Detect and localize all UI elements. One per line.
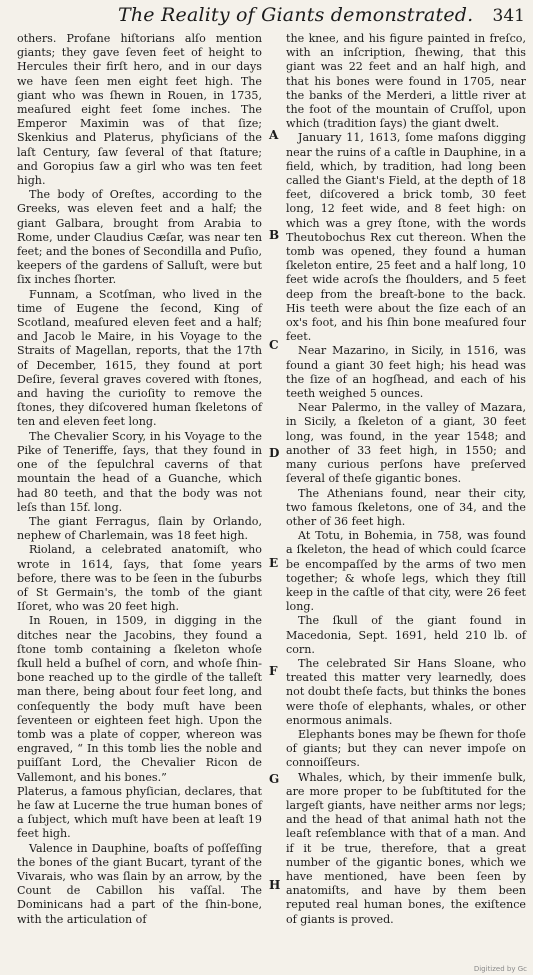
paragraph: The celebrated Sir Hans Sloane, who treated this matter very learnedly, does not doubt theſe facts, but thinks the bones were thoſe of elephants, whales, or other enormous animals. (286, 656, 526, 727)
margin-letter: E (269, 556, 279, 570)
right-column (286, 32, 526, 970)
paragraph: Near Mazarino, in Sicily, in 1516, was found a giant 30 feet high; his head was the ſize of an hogſhead, and each of his teeth weighed 5 ounces. (286, 344, 526, 401)
paragraph: The giant Ferragus, ſlain by Orlando, nephew of Charlemain, was 18 feet high. (17, 514, 262, 543)
margin-letter: F (269, 664, 278, 678)
left-column (17, 32, 262, 970)
running-title: The Reality of Giants demonstrated. (118, 4, 474, 26)
paragraph: The Athenians found, near their city, two famous ſkeletons, one of 34, and the other of 36 feet high. (286, 486, 526, 528)
paragraph: In Rouen, in 1509, in digging in the ditches near the Jacobins, they found a ſtone tomb containing a ſkeleton whoſe ſkull held a buſhel of corn, and whoſe ſhin-bone reached up to the girdle of the talleſt man there, being about four feet long, and conſequently the body muſt have been ſeventeen or eighteen feet high. Upon the tomb was a plate of copper, whereon was engraved, “ In this tomb lies the noble and puiſſant Lord, the Chevalier Ricon de Vallemont, and his bones.” (17, 614, 262, 784)
paragraph: January 11, 1613, ſome maſons digging near the ruins of a caſtle in Dauphine, in a field, which, by tradition, had long been called the Giant's Field, at the depth of 18 feet, diſcovered a brick tomb, 30 feet long, 12 feet wide, and 8 feet high: on which was a grey ſtone, with the words Theutobochus Rex cut thereon. When the tomb was opened, they found a human ſkeleton entire, 25 feet and a half long, 10 feet wide acroſs the ſhoulders, and 5 feet deep from the breaſt-bone to the back. His teeth were about the ſize each of an ox's foot, and his ſhin bone meaſured four feet. (286, 131, 526, 344)
paragraph: The body of Oreſtes, according to the Greeks, was eleven feet and a half; the giant Galbara, brought from Arabia to Rome, under Claudius Cæſar, was near ten feet; and the bones of Secondilla and Puſio, keepers of the gardens of Salluſt, were but ſix inches ſhorter. (17, 188, 263, 287)
page-header (0, 4, 533, 30)
margin-letter: A (269, 128, 279, 142)
paragraph: The ſkull of the giant found in Macedonia, Sept. 1691, held 210 lb. of corn. (286, 614, 526, 656)
paragraph: Near Palermo, in the valley of Mazara, in Sicily, a ſkeleton of a giant, 30 feet long, was found, in the year 1548; and another of 33 feet high, in 1550; and many curious perſons have preſerved ſeveral of theſe gigantic bones. (286, 401, 526, 486)
paragraph: Whales, which, by their immenſe bulk, are more proper to be ſubſtituted for the largeſt giants, have neither arms nor legs; and the head of that animal hath not the leaſt reſemblance with that of a man. And if it be true, therefore, that a great number of the gigantic bones, which we have mentioned, have been ſeen by anatomiſts, and have by them been reputed real human bones, the exiſtence of giants is proved. (286, 770, 526, 926)
paragraph: others. Profane hiſtorians alſo mention giants; they gave ſeven feet of height to Hercules their firſt hero, and in our days we have ſeen men eight feet high. The giant who was ſhewn in Rouen, in 1735, meaſured eight feet ſome inches. The Emperor Maximin was of that ſize; Skenkius and Platerus, phyſicians of the laſt Century, ſaw ſeveral of that ſtature; and Goropius ſaw a girl who was ten feet high. (17, 32, 262, 188)
page-number: 341 (492, 6, 525, 26)
paragraph: At Totu, in Bohemia, in 758, was found a ſkeleton, the head of which could ſcarce be encompaſſed by the arms of two men together; & whoſe legs, which they ſtill keep in the caſtle of that city, were 26 feet long. (286, 529, 526, 614)
paragraph: Rioland, a celebrated anatomiſt, who wrote in 1614, ſays, that ſome years before, there was to be ſeen in the ſuburbs of St Germain's, the tomb of the giant Iſoret, who was 20 feet high. (17, 543, 262, 614)
margin-letter: H (269, 878, 281, 892)
margin-letter: C (269, 338, 279, 352)
margin-letter: B (269, 228, 280, 242)
watermark: Digitized by Gc (473, 965, 527, 973)
margin-letter: D (269, 446, 280, 460)
paragraph: Funnam, a Scotſman, who lived in the time of Eugene the ſecond, King of Scotland, meaſured eleven feet and a half; and Jacob le Maire, in his Voyage to the Straits of Magellan, reports, that the 17th of December, 1615, they found at port Deſire, ſeveral graves covered with ſtones, and having the curioſity to remove the ſtones, they diſcovered human ſkeletons of ten and eleven feet long. (17, 287, 262, 429)
paragraph: Valence in Dauphine, boaſts of poſſeſſing the bones of the giant Bucart, tyrant of the Vivarais, who was ſlain by an arrow, by the Count de Cabillon his vaſſal. The Dominicans had a part of the ſhin-bone, with the articulation of (17, 841, 262, 926)
paragraph: Platerus, a famous phyſician, declares, that he ſaw at Lucerne the true human bones of a ſubject, which muſt have been at leaſt 19 feet high. (17, 784, 262, 841)
paragraph: Elephants bones may be ſhewn for thoſe of giants; but they can never impoſe on connoiſſeurs. (286, 727, 526, 770)
paragraph: the knee, and his figure painted in freſco, with an inſcription, ſhewing, that this giant was 22 feet and an half high, and that his bones were found in 1705, near the banks of the Merderi, a little river at the foot of the mountain of Cruſſol, upon which (tradition ſays) the giant dwelt. (286, 32, 526, 131)
margin-letter: G (269, 772, 280, 786)
paragraph: The Chevalier Scory, in his Voyage to the Pike of Teneriffe, ſays, that they found in one of the ſepulchral caverns of that mountain the head of a Guanche, which had 80 teeth, and that the body was not leſs than 15f. long. (17, 429, 262, 514)
